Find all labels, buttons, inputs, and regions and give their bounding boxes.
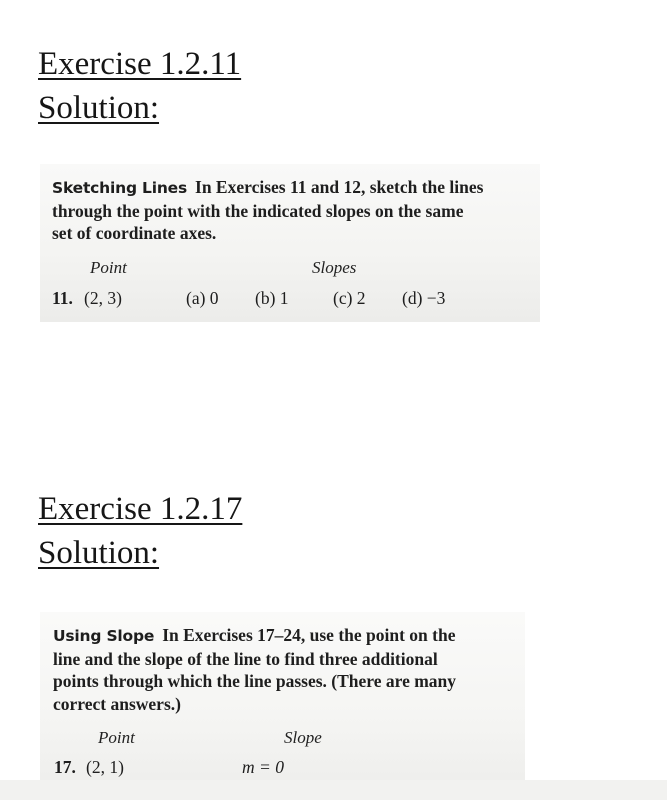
problem-text: In Exercises 11 and 12, sketch the lines [195,177,484,197]
exercise-heading: Exercise 1.2.11 [38,46,242,82]
slope-option: (d) −3 [402,288,446,308]
solution-heading: Solution: [38,535,160,571]
given-slope: m = 0 [242,757,284,777]
slope-option: (b) 1 [255,288,289,308]
problem-line: correct answers.) [53,693,181,714]
problem-text: In Exercises 17–24, use the point on the [162,625,456,645]
column-header-slopes: Slopes [312,258,357,277]
problem-line [52,176,522,200]
column-header-point: Point [90,258,127,277]
given-point: (2, 3) [84,288,122,308]
exercise-number: 11. [52,288,73,308]
page-bottom-strip [0,780,667,800]
problem-statement [53,624,513,715]
problem-lead: Sketching Lines [52,179,188,197]
problem-line [53,624,513,648]
problem-line: through the point with the indicated slopes on the same [52,200,464,221]
column-header-point: Point [98,728,135,747]
problem-line: points through which the line passes. (There are many [53,671,457,691]
slope-option: (a) 0 [186,288,219,308]
solution-heading: Solution: [38,90,160,126]
problem-statement [52,176,522,245]
slope-option: (c) 2 [333,288,366,308]
column-header-slope: Slope [284,728,322,747]
problem-line: line and the slope of the line to find three additional [53,648,438,669]
problem-lead: Using Slope [53,627,155,645]
given-point: (2, 1) [86,757,124,777]
exercise-heading: Exercise 1.2.17 [38,491,243,527]
problem-line: set of coordinate axes. [52,223,217,243]
exercise-number: 17. [54,757,76,777]
